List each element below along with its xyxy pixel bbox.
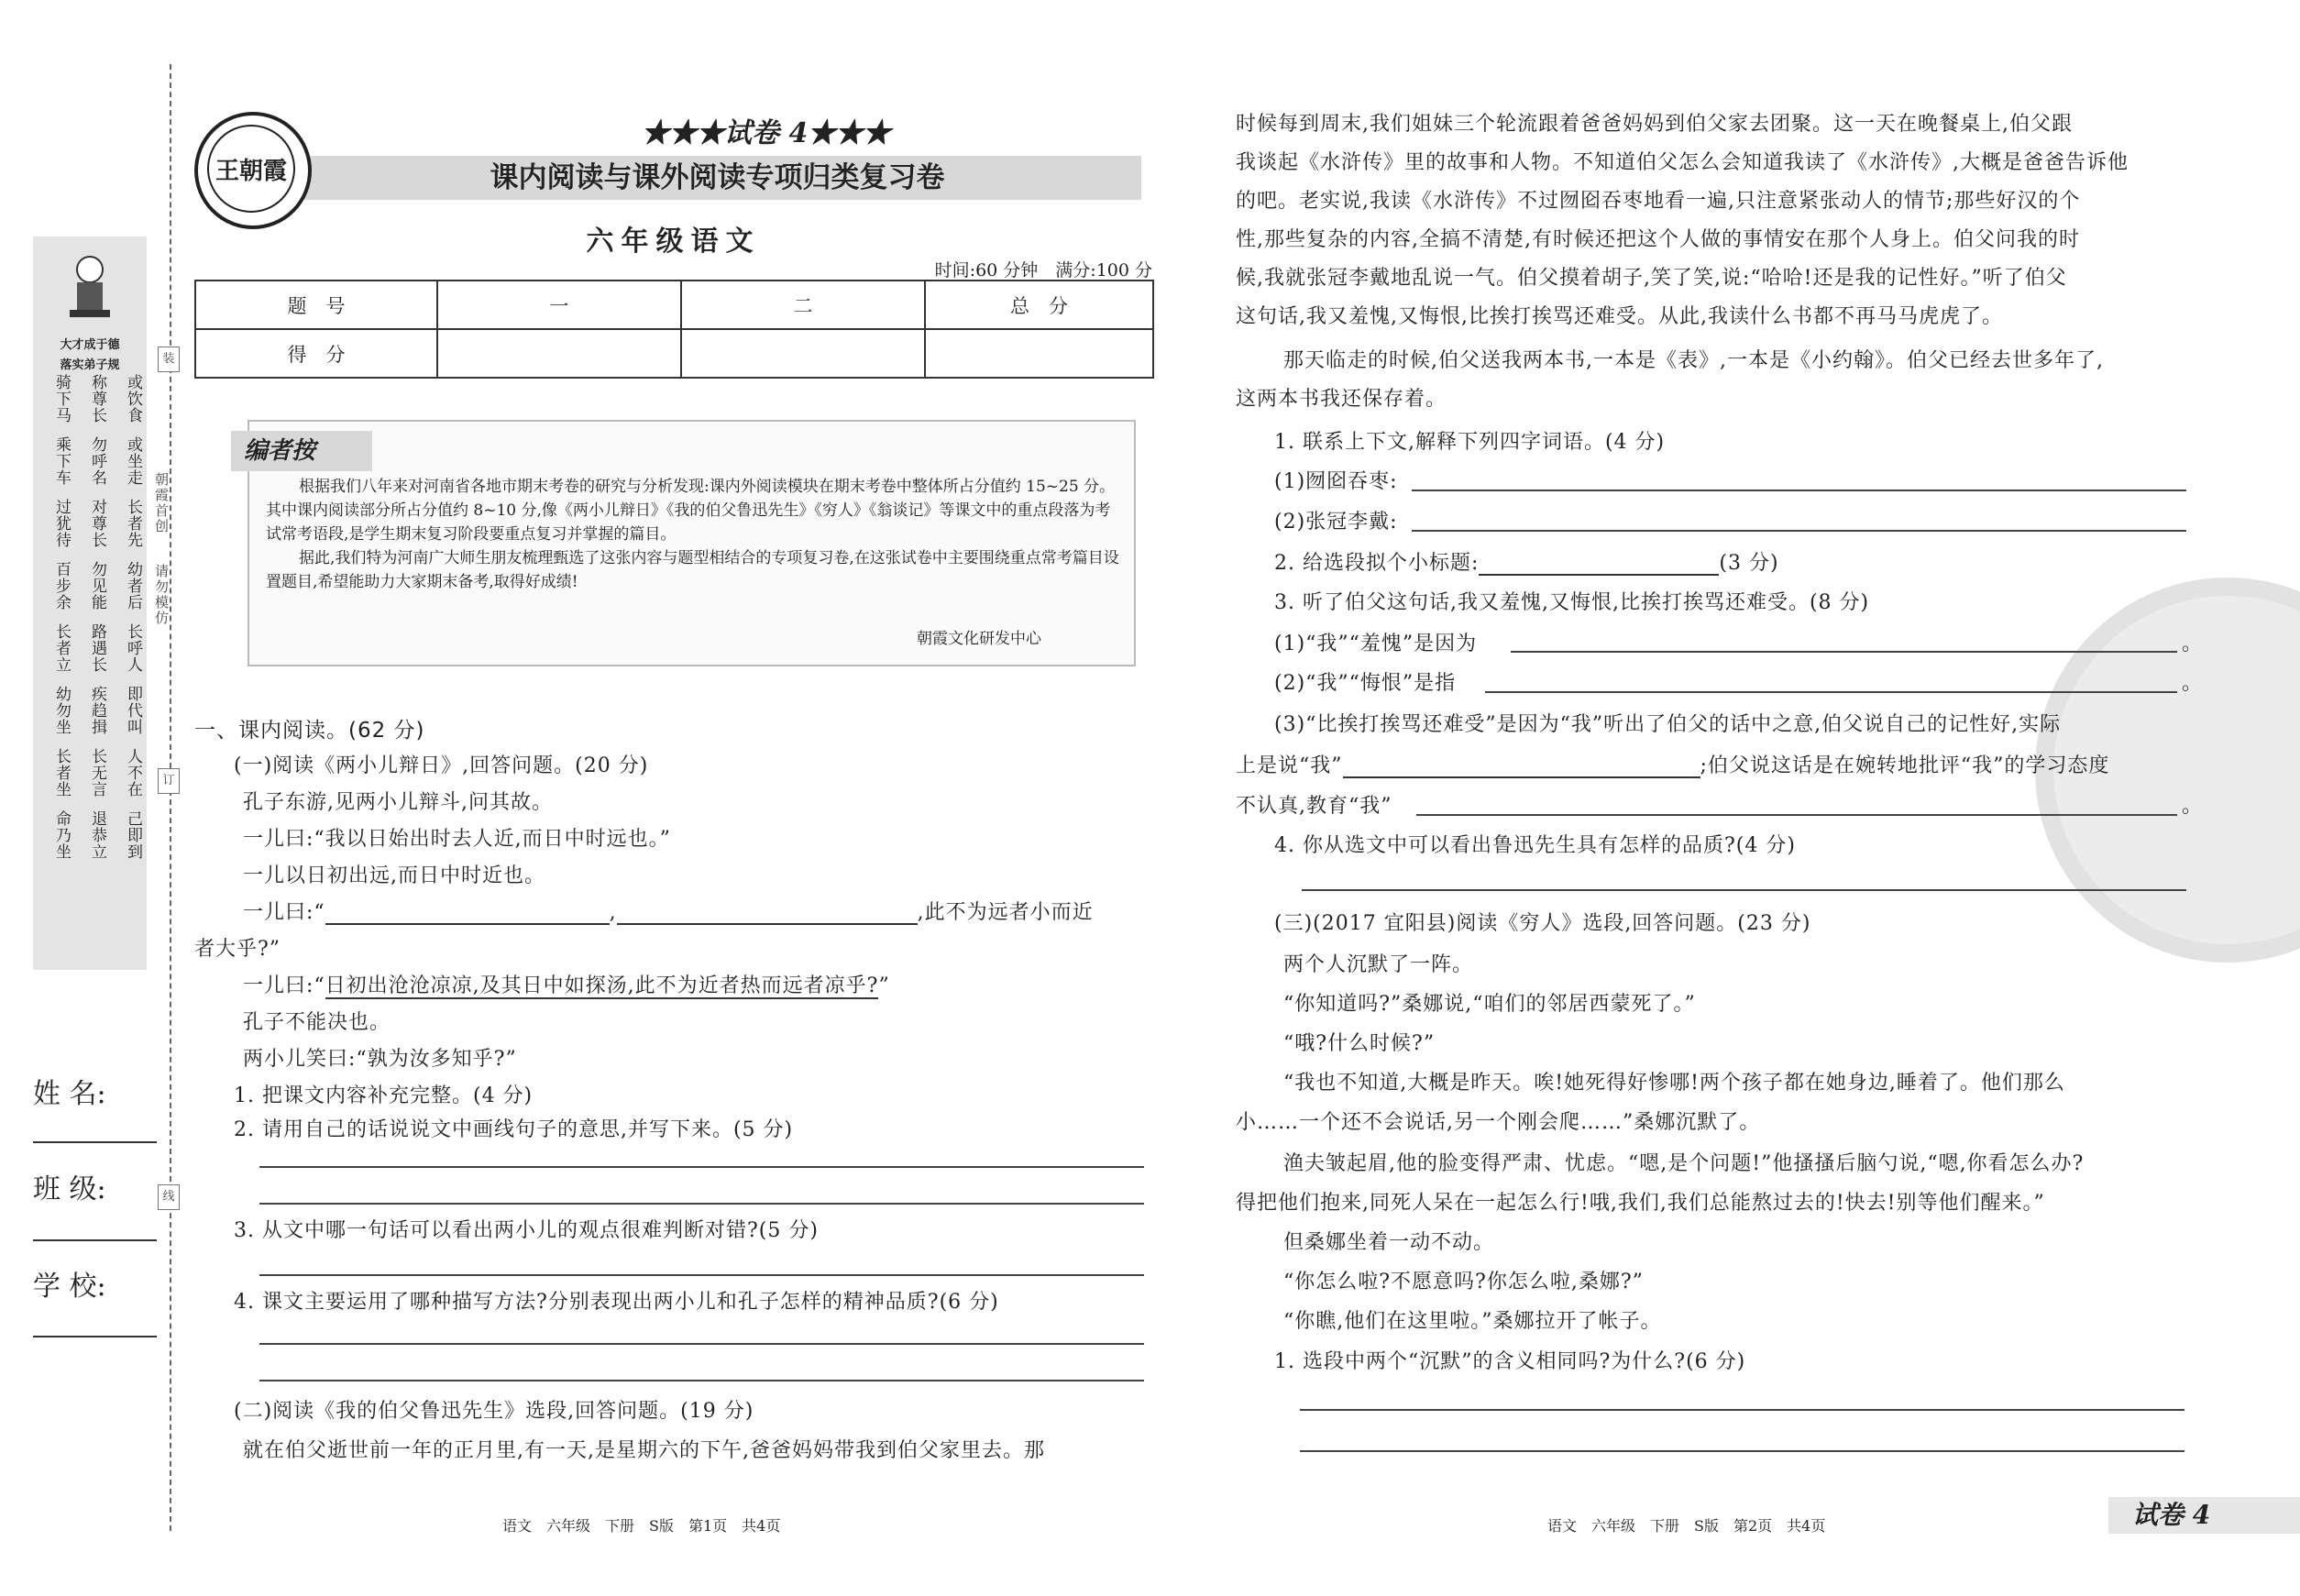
- binding-dashed-line: [170, 64, 171, 1531]
- editor-note-signature: 朝霞文化研发中心: [917, 630, 1041, 648]
- cut-mark-xian: 线: [158, 1184, 180, 1210]
- test-number: ★★★试卷 4★★★: [642, 117, 891, 149]
- rule-group: [53, 810, 141, 860]
- passage-1-line-2: 一儿曰:“我以日始出时去人近,而日中时远也。”: [243, 828, 671, 851]
- passage-1-line-4-b: ,: [609, 901, 617, 924]
- answer-line-r3a[interactable]: [1511, 651, 2177, 653]
- rule-phrase: 己即到: [124, 810, 142, 860]
- cut-mark-ding: 订: [158, 768, 180, 794]
- rule-phrase: 幼者后: [124, 561, 142, 611]
- blank-memory[interactable]: [1343, 758, 1700, 778]
- main-title: 课内阅读与课外阅读专项归类复习卷: [490, 161, 945, 194]
- rule-phrase: 幼勿坐: [52, 686, 71, 735]
- rule-group: [53, 623, 141, 673]
- p3-line-8: 但桑娜坐着一动不动。: [1283, 1231, 1495, 1254]
- motto-line-2: 落实弟子规: [60, 358, 120, 372]
- passage-1-line-6: 孔子不能决也。: [243, 1011, 391, 1034]
- rule-phrase: 路遇长: [88, 623, 106, 673]
- rules-sidebar: [33, 237, 147, 970]
- p3-line-5: 小……一个还不会说话,另一个刚会爬……”桑娜沉默了。: [1236, 1111, 1761, 1134]
- editor-note-body: [266, 475, 1123, 594]
- p3-line-1: 两个人沉默了一阵。: [1283, 953, 1474, 976]
- passage-2-line-1: 就在伯父逝世前一年的正月里,有一天,是星期六的下午,爸爸妈妈带我到伯父家里去。那: [243, 1439, 1045, 1462]
- score-header-question: 题 号: [195, 281, 437, 329]
- answer-line-q2-2[interactable]: [259, 1203, 1144, 1205]
- class-field[interactable]: [33, 1239, 157, 1241]
- rule-phrase: 骑下马: [52, 374, 71, 424]
- passage-1-line-5-b: ”: [878, 974, 890, 997]
- r-question-1: 1. 联系上下文,解释下列四字词语。(4 分): [1274, 431, 1666, 454]
- vertical-note-1: 朝霞首创: [153, 472, 170, 534]
- p1-line-6: 这句话,我又羞愧,又悔恨,比挨打挨骂还难受。从此,我读什么书都不再马马虎虎了。: [1236, 305, 2003, 328]
- answer-line-q4-2[interactable]: [259, 1380, 1144, 1381]
- blank-title[interactable]: [1479, 556, 1719, 576]
- rule-phrase: 百步余: [52, 561, 71, 611]
- passage-1-line-4: [243, 897, 1094, 925]
- rule-phrase: 命乃坐: [52, 810, 71, 860]
- rule-phrase: 长者先: [124, 499, 142, 548]
- score-header-1: 一: [437, 281, 681, 329]
- editor-note-para-1: 根据我们八年来对河南省各地市期末考卷的研究与分析发现:课内外阅读模块在期末考卷中整体所占分值约 15~25 分。其中课内阅读部分所占分值约 8~10 分,像《两小儿辩日》《我的伯父鲁迅先生》《穷人》《翁谈记》等课文中的重点段落为考试常考语段,是学生期末复习阶段要重点复习并掌握的篇目。: [266, 478, 1116, 544]
- r-question-1a: (1)囫囵吞枣:: [1274, 470, 1398, 493]
- rules-columns: [53, 374, 145, 873]
- p3-line-6: 渔夫皱起眉,他的脸变得严肃、忧虑。“嗯,是个问题!”他搔搔后脑勺说,“嗯,你看怎么办?: [1283, 1152, 2085, 1175]
- rule-phrase: 或坐走: [124, 436, 142, 486]
- r-period-2: 。: [2182, 672, 2204, 695]
- vertical-note-2: 请勿模仿: [153, 564, 170, 626]
- test-badge: 试卷 4: [2108, 1497, 2300, 1534]
- passage-1-line-4-a: 一儿曰:“: [243, 901, 325, 924]
- rule-group: [53, 561, 141, 611]
- rule-phrase: 长者坐: [52, 748, 71, 798]
- r-question-5: 1. 选段中两个“沉默”的含义相同吗?为什么?(6 分): [1274, 1350, 1746, 1373]
- r-question-3a: (1)“我”“羞愧”是因为: [1274, 633, 1478, 655]
- answer-line-r3b[interactable]: [1485, 691, 2177, 693]
- name-field[interactable]: [33, 1141, 157, 1143]
- part-3-title: (三)(2017 宜阳县)阅读《穷人》选段,回答问题。(23 分): [1274, 912, 1811, 935]
- p2-line-1: 那天临走的时候,伯父送我两本书,一本是《表》,一本是《小约翰》。伯父已经去世多年了,: [1283, 349, 2104, 372]
- answer-line-r1a[interactable]: [1412, 490, 2186, 491]
- rule-phrase: 勿呼名: [88, 436, 106, 486]
- r-question-3c-line-2-b: ;伯父说这话是在婉转地批评“我”的学习态度: [1700, 754, 2110, 777]
- score-cell-1[interactable]: [437, 329, 681, 378]
- class-label: 班 级:: [33, 1173, 106, 1205]
- p3-line-4: “我也不知道,大概是昨天。唉!她死得好惨哪!两个孩子都在她身边,睡着了。他们那么: [1283, 1072, 2065, 1095]
- score-header-2: 二: [681, 281, 925, 329]
- p2-line-2: 这两本书我还保存着。: [1236, 388, 1447, 411]
- p1-line-4: 性,那些复杂的内容,全搞不清楚,有时候还把这个人做的事情安在那个人身上。伯父问我的时: [1236, 228, 2080, 251]
- rule-phrase: 长呼人: [124, 623, 142, 673]
- motto-line-1: 大才成于德: [60, 338, 120, 352]
- blank-1[interactable]: [325, 905, 610, 925]
- r-question-2-a: 2. 给选段拟个小标题:: [1274, 552, 1480, 575]
- p1-line-3: 的吧。老实说,我读《水浒传》不过囫囵吞枣地看一遍,只注意紧张动人的情节;那些好汉的个: [1236, 190, 2081, 213]
- p3-line-10: “你瞧,他们在这里啦。”桑娜拉开了帐子。: [1283, 1310, 1662, 1333]
- r-question-2-b: (3 分): [1719, 552, 1779, 575]
- footer-left: 语文 六年级 下册 S版 第1页 共4页: [502, 1517, 781, 1535]
- name-label: 姓 名:: [33, 1078, 106, 1110]
- rule-phrase: 即代叫: [124, 686, 142, 735]
- question-2: 2. 请用自己的话说说文中画线句子的意思,并写下来。(5 分): [234, 1118, 794, 1141]
- scholar-figure-icon: [62, 249, 117, 323]
- answer-line-r4[interactable]: [1302, 889, 2186, 891]
- rule-phrase: 对尊长: [88, 499, 106, 548]
- r-question-3c-line-2: [1236, 750, 2109, 778]
- time-info: 时间:60 分钟 满分:100 分: [934, 260, 1152, 281]
- p1-line-1: 时候每到周末,我们姐妹三个轮流跟着爸爸妈妈到伯父家去团聚。这一天在晚餐桌上,伯父跟: [1236, 113, 2073, 136]
- r-question-4: 4. 你从选文中可以看出鲁迅先生具有怎样的品质?(4 分): [1274, 834, 1796, 857]
- p3-line-9: “你怎么啦?不愿意吗?你怎么啦,桑娜?”: [1283, 1271, 1644, 1293]
- rule-phrase: 称尊长: [88, 374, 106, 424]
- answer-line-r3c[interactable]: [1416, 814, 2177, 816]
- rule-phrase: 过犹待: [52, 499, 71, 548]
- section-1-heading: 一、课内阅读。(62 分): [194, 719, 425, 743]
- logo-text: 王朝霞: [207, 125, 295, 213]
- score-header-total: 总 分: [925, 281, 1153, 329]
- rule-phrase: 退恭立: [88, 810, 106, 860]
- r-question-3b: (2)“我”“悔恨”是指: [1274, 672, 1457, 695]
- answer-line-r5-1[interactable]: [1300, 1409, 2184, 1411]
- answer-line-r1b[interactable]: [1412, 530, 2186, 532]
- school-field[interactable]: [33, 1336, 157, 1337]
- question-3: 3. 从文中哪一句话可以看出两小儿的观点很难判断对错?(5 分): [234, 1219, 819, 1242]
- passage-1-line-4-c: ,此不为远者小而近: [917, 901, 1094, 924]
- passage-1-line-7: 两小儿笑曰:“孰为汝多知乎?”: [243, 1048, 517, 1071]
- p3-line-2: “你知道吗?”桑娜说,“咱们的邻居西蒙死了。”: [1283, 993, 1696, 1016]
- part-2-title: (二)阅读《我的伯父鲁迅先生》选段,回答问题。(19 分): [234, 1400, 754, 1423]
- school-label: 学 校:: [33, 1271, 106, 1303]
- answer-line-q3[interactable]: [259, 1274, 1144, 1276]
- passage-1-line-5: [243, 970, 890, 998]
- cut-mark-zhuang: 装: [158, 347, 180, 372]
- rule-group: [53, 374, 141, 424]
- rule-phrase: 乘下车: [52, 436, 71, 486]
- rule-phrase: 勿见能: [88, 561, 106, 611]
- passage-1-line-1: 孔子东游,见两小儿辩斗,问其故。: [243, 791, 553, 814]
- p3-line-7: 得把他们抱来,同死人呆在一起怎么行!哦,我们,我们总能熬过去的!快去!别等他们醒来。”: [1236, 1192, 2045, 1215]
- footer-right: 语文 六年级 下册 S版 第2页 共4页: [1547, 1517, 1826, 1535]
- rule-group: [53, 436, 141, 486]
- underlined-sentence: 日初出沧沧凉凉,及其日中如探汤,此不为近者热而远者凉乎?: [325, 974, 879, 997]
- editor-note-para-2: 据此,我们特为河南广大师生朋友梳理甄选了这张内容与题型相结合的专项复习卷,在这张试卷中主要围绕重点常考篇目设置题目,希望能助力大家期末备考,取得好成绩!: [266, 549, 1119, 591]
- rule-phrase: 疾趋揖: [88, 686, 106, 735]
- r-question-2: [1274, 547, 1779, 576]
- blank-2[interactable]: [617, 905, 918, 925]
- rule-phrase: 长无言: [88, 748, 106, 798]
- p1-line-5: 候,我就张冠李戴地乱说一气。伯父摸着胡子,笑了笑,说:“哈哈!还是我的记性好。”听了伯父: [1236, 267, 2067, 290]
- p1-line-2: 我谈起《水浒传》里的故事和人物。不知道伯父怎么会知道我读了《水浒传》,大概是爸爸告诉他: [1236, 151, 2129, 174]
- r-period-3: 。: [2182, 795, 2204, 818]
- r-question-3c-line-2-a: 上是说“我”: [1236, 754, 1343, 777]
- answer-line-r5-2[interactable]: [1300, 1450, 2184, 1452]
- part-1-title: (一)阅读《两小儿辩日》,回答问题。(20 分): [234, 754, 649, 777]
- rule-group: [53, 748, 141, 798]
- r-question-3: 3. 听了伯父这句话,我又羞愧,又悔恨,比挨打挨骂还难受。(8 分): [1274, 591, 1870, 614]
- r-period-1: 。: [2182, 633, 2204, 655]
- r-question-3c-line-3: 不认真,教育“我”: [1236, 795, 1392, 818]
- answer-line-q4-1[interactable]: [259, 1343, 1144, 1345]
- question-4: 4. 课文主要运用了哪种描写方法?分别表现出两小儿和孔子怎样的精神品质?(6 分): [234, 1291, 999, 1314]
- score-cell-total[interactable]: [925, 329, 1153, 378]
- editor-note-tag: 编者按: [231, 431, 372, 471]
- rule-phrase: 人不在: [124, 748, 142, 798]
- passage-1-line-5-a: 一儿曰:“: [243, 974, 325, 997]
- subtitle: 六年级语文: [586, 226, 761, 258]
- score-table: [194, 280, 1154, 379]
- p3-line-3: “哦?什么时候?”: [1283, 1032, 1436, 1055]
- score-cell-2[interactable]: [681, 329, 925, 378]
- rule-group: [53, 686, 141, 735]
- passage-1-line-4-cont: 者大乎?”: [194, 938, 281, 961]
- rule-group: [53, 499, 141, 548]
- r-question-3c-line-1: (3)“比挨打挨骂还难受”是因为“我”听出了伯父的话中之意,伯父说自己的记性好,实际: [1274, 713, 2062, 736]
- answer-line-q2-1[interactable]: [259, 1166, 1144, 1168]
- passage-1-line-3: 一儿以日初出远,而日中时近也。: [243, 864, 545, 887]
- rule-phrase: 长者立: [52, 623, 71, 673]
- question-1: 1. 把课文内容补充完整。(4 分): [234, 1084, 534, 1107]
- score-label: 得 分: [195, 329, 437, 378]
- r-question-1b: (2)张冠李戴:: [1274, 511, 1398, 534]
- rule-phrase: 或饮食: [124, 374, 142, 424]
